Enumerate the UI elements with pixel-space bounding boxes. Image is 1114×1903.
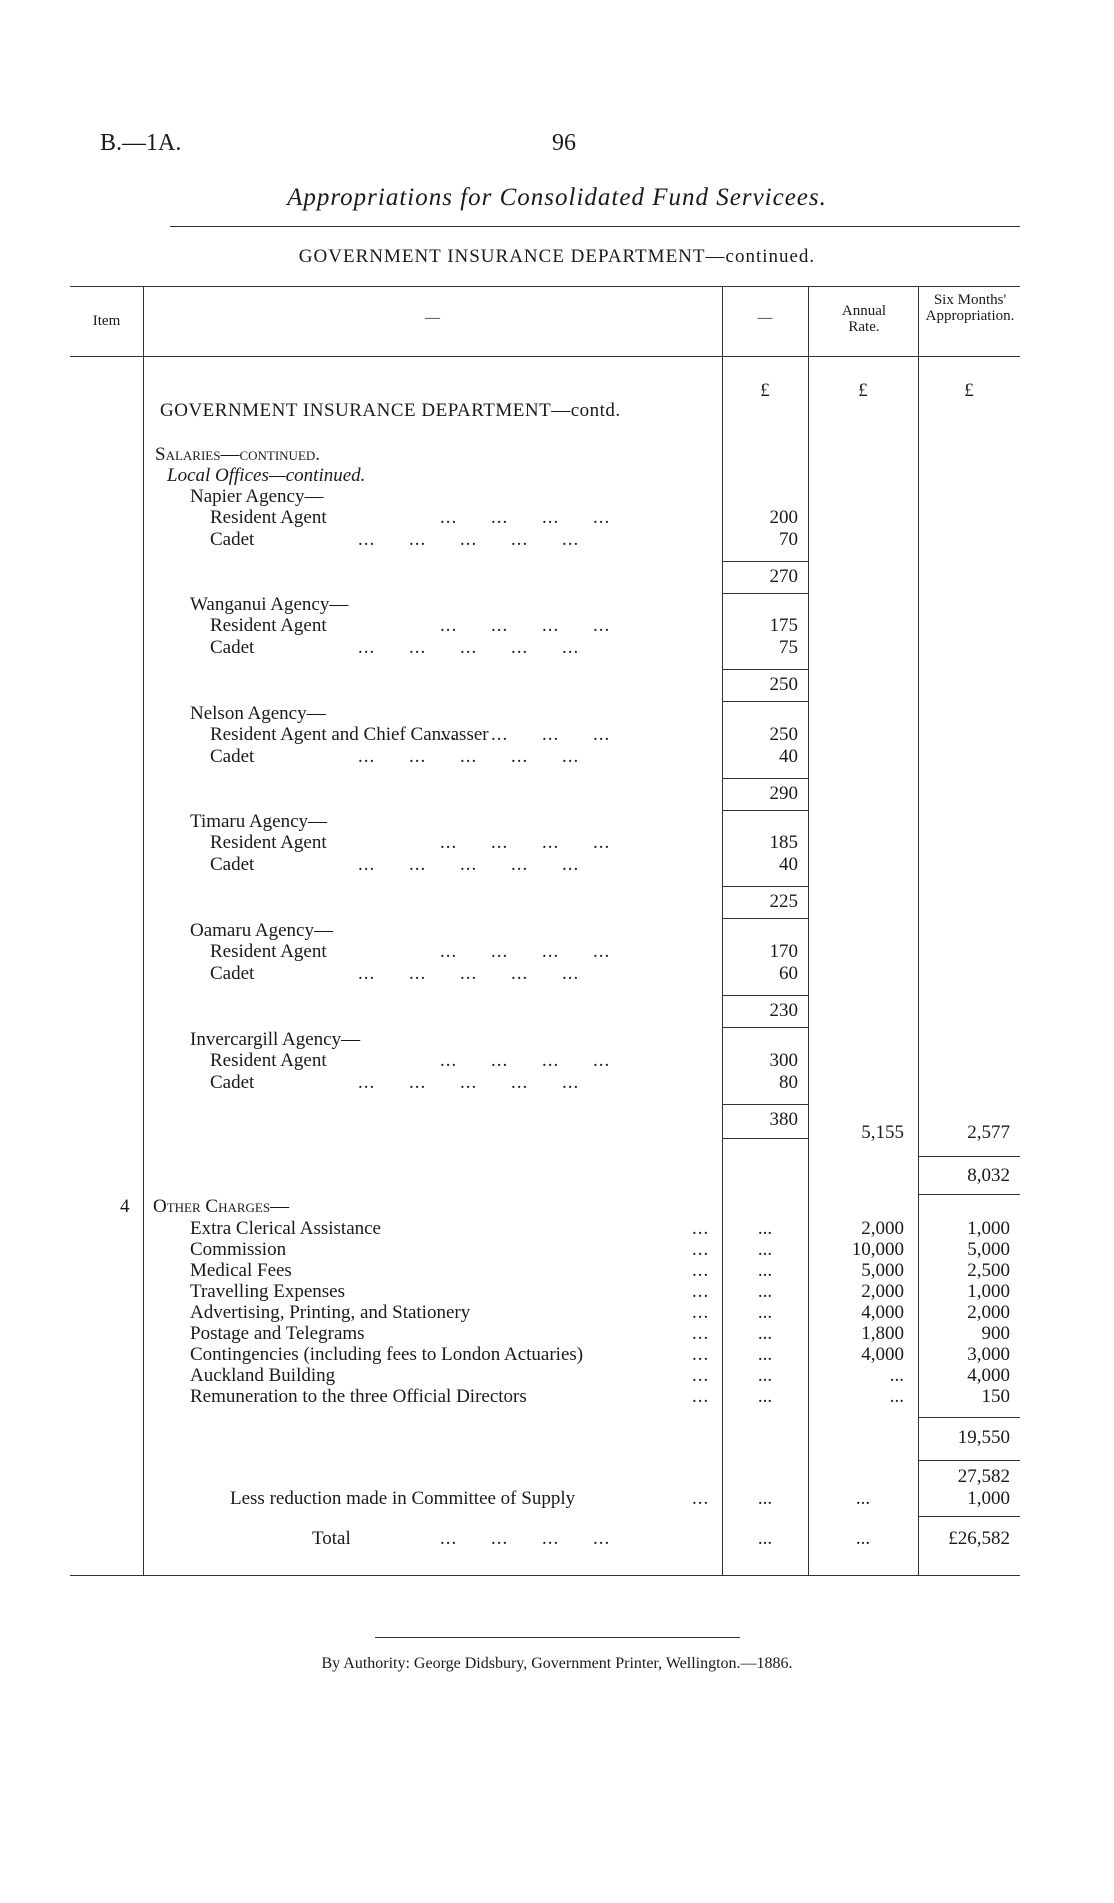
agency-line-label: Cadet — [210, 637, 255, 658]
other-charge-amount-placeholder: ... — [757, 1239, 773, 1260]
leader-dots: ... ... ... ... ... — [358, 854, 580, 875]
agency-subtotal-bottom-rule — [722, 701, 808, 702]
agency-line-label: Cadet — [210, 1072, 255, 1093]
salaries-heading: Salaries—continued. — [155, 444, 321, 465]
total-amount: £26,582 — [948, 1528, 1010, 1549]
leader-dots: ... ... ... ... ... — [358, 529, 580, 550]
table-top-rule — [70, 286, 1020, 287]
grand-sum-rule — [918, 1460, 1020, 1461]
leader-dots: ... — [692, 1260, 710, 1281]
column-header-amount: — — [757, 310, 773, 326]
other-charge-annual: ... — [889, 1365, 904, 1386]
leader-dots: ... ... ... ... — [440, 724, 611, 745]
agency-line-amount: 80 — [779, 1072, 798, 1093]
agency-name: Wanganui Agency— — [190, 594, 349, 615]
leader-dots: ... ... ... ... — [440, 1050, 611, 1071]
agency-line-label: Cadet — [210, 854, 255, 875]
agency-subtotal-rule — [722, 995, 808, 996]
agency-line-amount: 185 — [769, 832, 798, 853]
total-rule — [918, 1516, 1020, 1517]
agency-subtotal: 290 — [769, 783, 798, 804]
other-charge-amount-placeholder: ... — [757, 1281, 773, 1302]
agency-subtotal-bottom-rule — [722, 1027, 808, 1028]
other-charge-label: Remuneration to the three Official Directors — [190, 1386, 527, 1407]
agency-line-label: Resident Agent — [210, 941, 327, 962]
reduction-amount-placeholder: ... — [757, 1488, 773, 1509]
other-charge-amount-placeholder: ... — [757, 1260, 773, 1281]
page-subtitle: Appropriations for Consolidated Fund Servicees. — [287, 184, 827, 211]
agency-subtotal: 250 — [769, 674, 798, 695]
other-charge-annual: 1,800 — [861, 1323, 904, 1344]
other-charge-amount-placeholder: ... — [757, 1218, 773, 1239]
leader-dots: ... — [692, 1344, 710, 1365]
other-charge-annual: 10,000 — [851, 1239, 904, 1260]
other-charge-annual: 4,000 — [861, 1344, 904, 1365]
other-charge-annual: ... — [889, 1386, 904, 1407]
column-divider-item — [143, 286, 144, 1575]
agency-line-amount: 60 — [779, 963, 798, 984]
other-charge-amount-placeholder: ... — [757, 1323, 773, 1344]
local-offices-heading: Local Offices—continued. — [167, 465, 366, 486]
agency-line-label: Resident Agent and Chief Canvasser — [210, 724, 489, 745]
leader-dots: ... — [692, 1218, 710, 1239]
other-sum-rule — [918, 1417, 1020, 1418]
other-charges-item-number: 4 — [120, 1196, 130, 1217]
agency-subtotal-rule — [722, 561, 808, 562]
agency-name: Oamaru Agency— — [190, 920, 333, 941]
agency-line-amount: 300 — [769, 1050, 798, 1071]
reduction-amount: 1,000 — [967, 1488, 1010, 1509]
agency-line-amount: 200 — [769, 507, 798, 528]
agency-line-label: Cadet — [210, 529, 255, 550]
agency-subtotal-bottom-rule — [722, 593, 808, 594]
salaries-sum-bottom-rule — [918, 1194, 1020, 1195]
leader-dots: ... ... ... ... — [440, 615, 611, 636]
other-charge-six-months: 2,000 — [967, 1302, 1010, 1323]
leader-dots: ... ... ... ... ... — [358, 1072, 580, 1093]
agency-line-amount: 75 — [779, 637, 798, 658]
other-charge-amount-placeholder: ... — [757, 1344, 773, 1365]
other-charge-label: Travelling Expenses — [190, 1281, 345, 1302]
agency-line-amount: 70 — [779, 529, 798, 550]
reduction-label: Less reduction made in Committee of Supply — [230, 1488, 576, 1509]
agency-name: Napier Agency— — [190, 486, 324, 507]
leader-dots: ... — [692, 1302, 710, 1323]
other-charge-label: Medical Fees — [190, 1260, 292, 1281]
total-amount-placeholder: ... — [757, 1528, 773, 1549]
other-charge-six-months: 900 — [981, 1323, 1010, 1344]
other-charge-six-months: 1,000 — [967, 1218, 1010, 1239]
column-header-annual-rate: Annual Rate. — [841, 303, 887, 335]
other-charge-six-months: 3,000 — [967, 1344, 1010, 1365]
other-charge-label: Postage and Telegrams — [190, 1323, 365, 1344]
agency-subtotal-bottom-rule — [722, 918, 808, 919]
currency-symbol-amount: £ — [760, 380, 770, 401]
agency-line-amount: 170 — [769, 941, 798, 962]
other-charge-six-months: 5,000 — [967, 1239, 1010, 1260]
other-charge-amount-placeholder: ... — [757, 1302, 773, 1323]
reduction-leader-dots: ... — [692, 1488, 710, 1509]
agency-line-label: Resident Agent — [210, 507, 327, 528]
other-charge-six-months: 1,000 — [967, 1281, 1010, 1302]
leader-dots: ... ... ... ... — [440, 941, 611, 962]
total-label: Total — [312, 1528, 351, 1549]
page-number: 96 — [552, 130, 576, 156]
column-header-description: — — [425, 310, 440, 326]
agency-line-amount: 175 — [769, 615, 798, 636]
other-charge-label: Commission — [190, 1239, 287, 1260]
agency-subtotal-rule — [722, 886, 808, 887]
other-charge-six-months: 4,000 — [967, 1365, 1010, 1386]
other-charge-annual: 4,000 — [861, 1302, 904, 1323]
other-charge-annual: 5,000 — [861, 1260, 904, 1281]
agency-name: Invercargill Agency— — [190, 1029, 361, 1050]
leader-dots: ... ... ... ... ... — [358, 963, 580, 984]
currency-symbol-annual: £ — [858, 380, 868, 401]
agency-subtotal-rule — [722, 669, 808, 670]
other-charge-label: Auckland Building — [190, 1365, 336, 1386]
other-charge-annual: 2,000 — [861, 1218, 904, 1239]
reduction-annual-placeholder: ... — [855, 1488, 871, 1509]
other-charges-sum: 19,550 — [957, 1427, 1010, 1448]
salaries-sum-rule — [918, 1156, 1020, 1157]
agency-line-label: Resident Agent — [210, 615, 327, 636]
column-header-six-months: Six Months' Appropriation. — [925, 292, 1015, 324]
agency-name: Nelson Agency— — [190, 703, 326, 724]
other-charge-six-months: 2,500 — [967, 1260, 1010, 1281]
table-header-rule — [70, 356, 1020, 357]
agency-subtotal-rule — [722, 1104, 808, 1105]
agency-name: Timaru Agency— — [190, 811, 328, 832]
other-charges-heading: Other Charges— — [153, 1196, 290, 1217]
leader-dots: ... — [692, 1281, 710, 1302]
department-title: GOVERNMENT INSURANCE DEPARTMENT—continued. — [298, 246, 816, 267]
leader-dots: ... ... ... ... ... — [358, 637, 580, 658]
leader-dots: ... ... ... ... — [440, 507, 611, 528]
agency-subtotal: 270 — [769, 566, 798, 587]
agency-line-label: Cadet — [210, 963, 255, 984]
total-annual-placeholder: ... — [855, 1528, 871, 1549]
agency-line-amount: 40 — [779, 854, 798, 875]
column-header-item: Item — [92, 313, 121, 329]
salaries-six-months-total: 2,577 — [967, 1122, 1010, 1143]
other-charge-label: Contingencies (including fees to London Actuaries) — [190, 1344, 584, 1365]
agency-line-label: Resident Agent — [210, 832, 327, 853]
section-title: GOVERNMENT INSURANCE DEPARTMENT—contd. — [160, 400, 621, 421]
agency-subtotal-bottom-rule — [722, 810, 808, 811]
other-charge-annual: 2,000 — [861, 1281, 904, 1302]
other-charge-amount-placeholder: ... — [757, 1365, 773, 1386]
agency-subtotal-rule — [722, 778, 808, 779]
agency-total-rule-final — [722, 1138, 808, 1139]
agency-line-amount: 250 — [769, 724, 798, 745]
footer-rule — [375, 1637, 740, 1638]
leader-dots: ... — [692, 1239, 710, 1260]
agency-subtotal: 230 — [769, 1000, 798, 1021]
currency-symbol-six: £ — [964, 380, 974, 401]
agency-subtotal: 225 — [769, 891, 798, 912]
salaries-annual-total: 5,155 — [861, 1122, 904, 1143]
grand-total: 27,582 — [957, 1466, 1010, 1487]
other-charge-amount-placeholder: ... — [757, 1386, 773, 1407]
printer-imprint: By Authority: George Didsbury, Government Printer, Wellington.—1886. — [321, 1655, 793, 1672]
document-reference: B.—1A. — [100, 130, 182, 156]
agency-subtotal: 380 — [769, 1109, 798, 1130]
other-charge-label: Advertising, Printing, and Stationery — [190, 1302, 471, 1323]
salaries-sum: 8,032 — [967, 1165, 1010, 1186]
agency-line-label: Cadet — [210, 746, 255, 767]
leader-dots: ... ... ... ... — [440, 832, 611, 853]
leader-dots: ... — [692, 1323, 710, 1344]
leader-dots: ... — [692, 1365, 710, 1386]
total-leader-dots: ... ... ... ... — [440, 1528, 611, 1549]
leader-dots: ... — [692, 1386, 710, 1407]
other-charge-six-months: 150 — [981, 1386, 1010, 1407]
table-bottom-rule — [70, 1575, 1020, 1576]
other-charge-label: Extra Clerical Assistance — [190, 1218, 381, 1239]
subtitle-rule — [170, 226, 1020, 227]
agency-line-amount: 40 — [779, 746, 798, 767]
leader-dots: ... ... ... ... ... — [358, 746, 580, 767]
agency-line-label: Resident Agent — [210, 1050, 327, 1071]
